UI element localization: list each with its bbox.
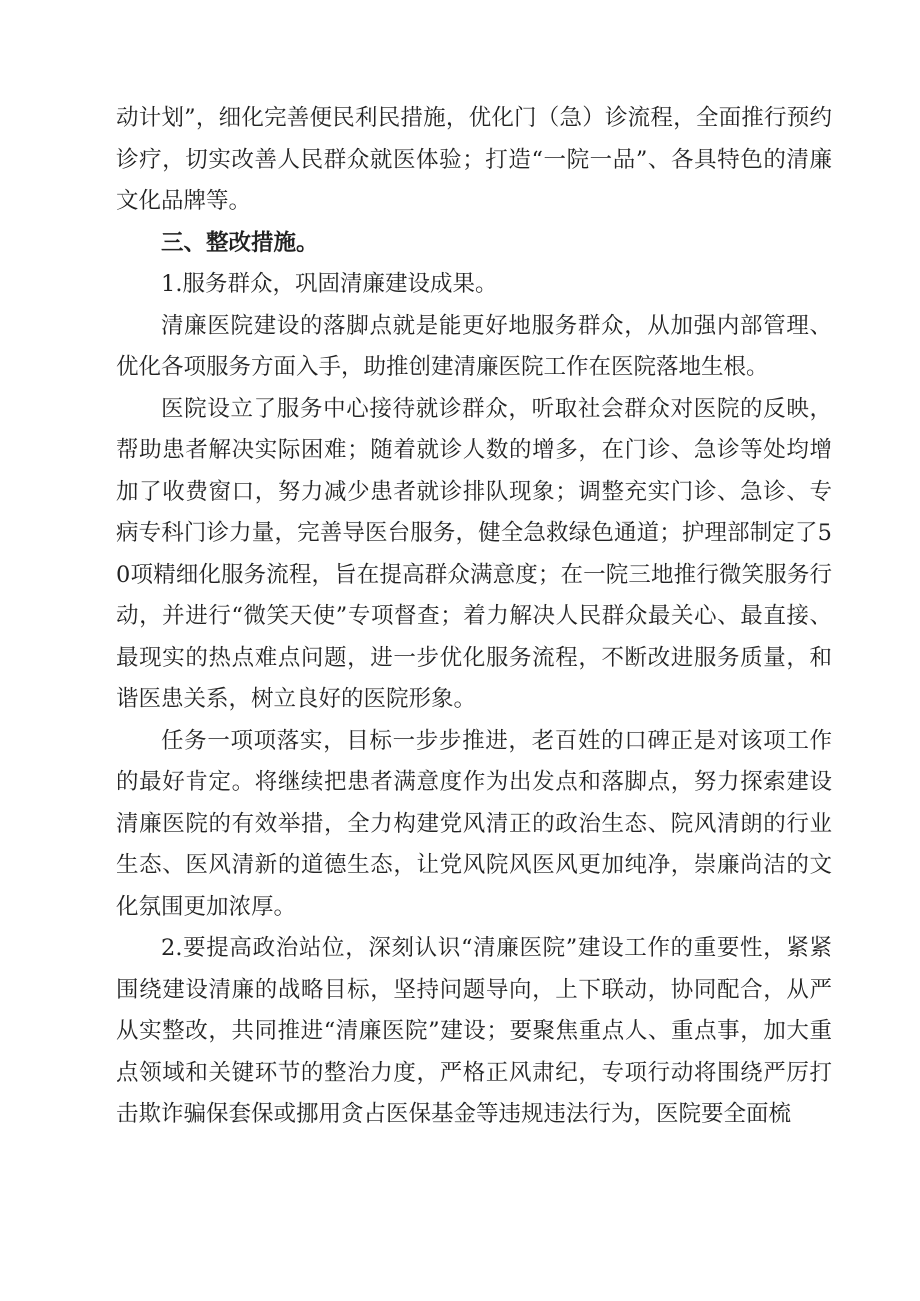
body-paragraph: 任务一项项落实，目标一步步推进，老百姓的口碑正是对该项工作的最好肯定。将继续把患者满意度作为出发点和落脚点，努力探索建设清廉医院的有效举措，全力构建党风清正的政治生态、院风清朗的行业生态、医风清新的道德生态，让党风院风医风更加纯净，崇廉尚洁的文化氛围更加浓厚。 xyxy=(116,727,832,920)
document-body xyxy=(116,98,832,1136)
body-paragraph: 清廉医院建设的落脚点就是能更好地服务群众，从加强内部管理、优化各项服务方面入手，助推创建清廉医院工作在医院落地生根。 xyxy=(116,312,832,380)
continuation-paragraph: 动计划”，细化完善便民利民措施，优化门（急）诊流程，全面推行预约诊疗，切实改善人民群众就医体验；打造“一院一品”、各具特色的清廉文化品牌等。 xyxy=(116,105,832,214)
body-paragraph: 医院设立了服务中心接待就诊群众，听取社会群众对医院的反映，帮助患者解决实际困难；随着就诊人数的增多，在门诊、急诊等处均增加了收费窗口，努力减少患者就诊排队现象；调整充实门诊、急诊、专病专科门诊力量，完善导医台服务，健全急救绿色通道；护理部制定了50项精细化服务流程，旨在提高群众满意度；在一院三地推行微笑服务行动，并进行“微笑天使”专项督查；着力解决人民群众最关心、最直接、最现实的热点难点问题，进一步优化服务流程，不断改进服务质量，和谐医患关系，树立良好的医院形象。 xyxy=(116,395,832,712)
item-1-title: 1.服务群众，巩固清廉建设成果。 xyxy=(161,271,498,297)
item-2-paragraph: 2.要提高政治站位，深刻认识“清廉医院”建设工作的重要性，紧紧围绕建设清廉的战略目标，坚持问题导向，上下联动，协同配合，从严从实整改，共同推进“清廉医院”建设；要聚焦重点人、重点事，加大重点领域和关键环节的整治力度，严格正风肃纪，专项行动将围绕严厉打击欺诈骗保套保或挪用贪占医保基金等违规违法行为，医院要全面梳 xyxy=(116,935,832,1127)
section-heading: 三、整改措施。 xyxy=(161,229,319,256)
